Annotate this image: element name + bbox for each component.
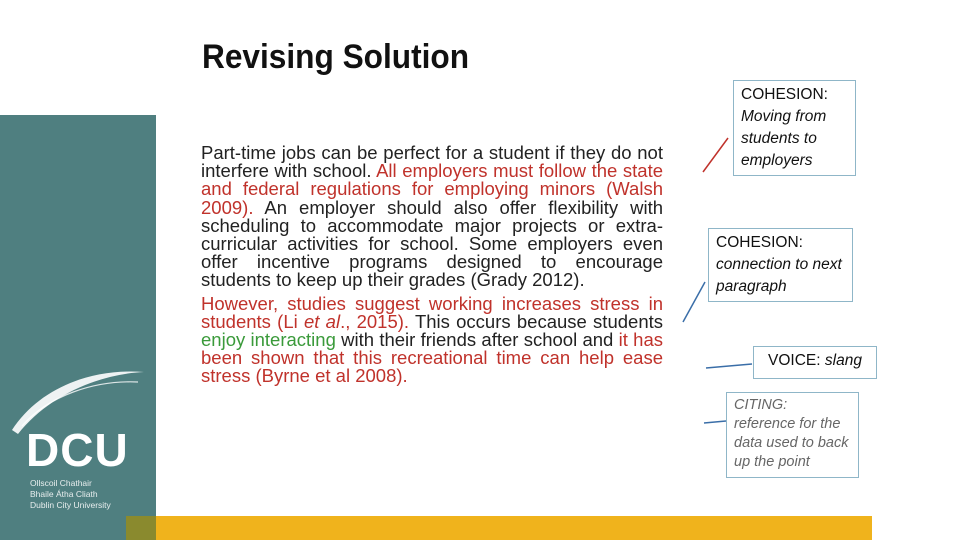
paragraph-1: [201, 144, 663, 290]
annotation-4-text: reference for the data used to back up the point: [734, 416, 849, 470]
p2-highlight-red-end: it has been shown that this recreational time can help ease stress (Byrne et al 2008).: [201, 329, 664, 387]
annotation-4-head: CITING:: [734, 397, 788, 413]
annotation-voice: [753, 346, 877, 379]
annotation-citing: [726, 392, 859, 478]
footer-accent-bar: [156, 516, 872, 540]
p2-highlight-green: enjoy interacting: [201, 329, 336, 351]
logo-line-2: Bhaile Átha Cliath: [30, 489, 98, 499]
p2-text: This occurs because students: [414, 310, 663, 332]
footer-bar-dark: [126, 516, 156, 540]
annotation-2-head: COHESION:: [716, 234, 803, 251]
annotation-3-head: VOICE:: [768, 352, 821, 369]
p2-et-al: et al: [303, 310, 341, 332]
slide-title: Revising Solution: [202, 38, 470, 76]
annotation-1-head: COHESION:: [741, 86, 828, 103]
annotation-3-text: slang: [820, 352, 862, 369]
body-text: [201, 144, 663, 391]
p2-citation: ., 2015).: [340, 310, 415, 332]
logo-line-3: Dublin City University: [30, 500, 111, 510]
dcu-wordmark: DCU: [26, 424, 129, 476]
logo-line-1: Ollscoil Chathair: [30, 478, 92, 488]
p2-highlight-red: However, studies suggest working increases stress in students (Li: [201, 292, 663, 332]
annotation-cohesion-2: [708, 228, 853, 302]
annotation-cohesion-1: [733, 80, 856, 176]
p1-text-cont: An employer should also offer flexibility with scheduling to accommodate major projects or extra-curricular activities for school. Some employers even offer incentive programs designed to encourage students to keep up their grades (Grady 2012).: [201, 196, 663, 291]
annotation-1-text: Moving from students to employers: [741, 108, 827, 169]
p1-text: Part-time jobs can be perfect for a student if they do not interfere with school.: [201, 142, 663, 182]
logo-subtitle: [30, 478, 111, 511]
paragraph-2: [201, 292, 664, 387]
sidebar-panel: [0, 115, 156, 540]
p2-text-cont: with their friends after school and: [335, 329, 619, 351]
annotation-2-text: connection to next paragraph: [716, 256, 842, 295]
p1-highlight-red: All employers must follow the state and federal regulations for employing minors (Walsh 2009).: [201, 160, 663, 218]
